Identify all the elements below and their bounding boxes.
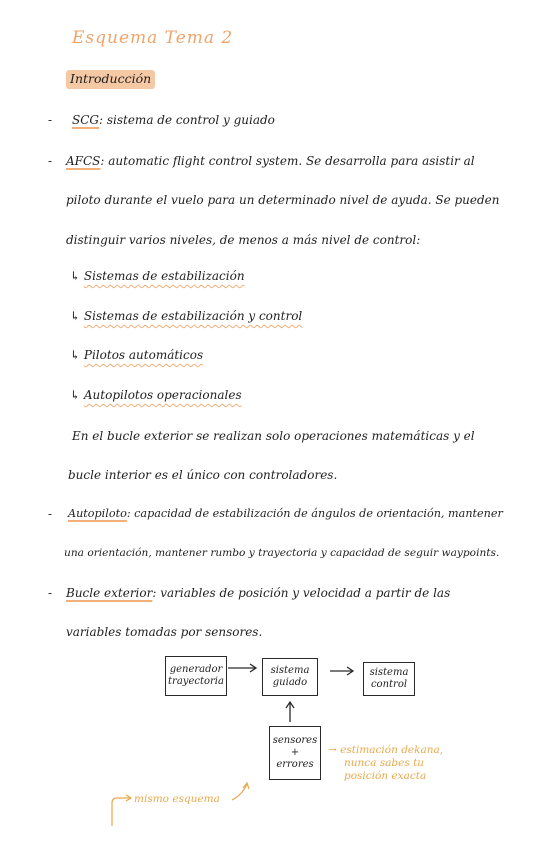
autopiloto-term: Autopiloto: [68, 507, 127, 520]
bucle-exterior-line-2: variables tomadas por sensores.: [66, 625, 263, 639]
box-label: sistema: [270, 665, 310, 676]
autopiloto-line-2: una orientación, mantener rumbo y trayectoria y capacidad de seguir waypoints.: [64, 547, 500, 559]
level-label: Pilotos automáticos: [83, 348, 204, 362]
bullet-dash: -: [48, 154, 53, 168]
box-label: control: [370, 679, 408, 690]
afcs-text-1: : automatic flight control system. Se desarrolla para asistir al: [100, 154, 475, 168]
afcs-line-3: distinguir varios niveles, de menos a más nivel de control:: [66, 233, 421, 247]
level-label: Autopilotos operacionales: [83, 388, 242, 402]
box-label: guiado: [272, 677, 308, 688]
loop-note-line-2: bucle interior es el único con controladores.: [68, 468, 338, 482]
scg-text: : sistema de control y guiado: [99, 113, 275, 127]
box-label: sensores: [272, 735, 318, 746]
note-line: posición exacta: [344, 770, 427, 782]
bucle-exterior-term: Bucle exterior: [66, 586, 153, 600]
position-estimate-note: [328, 744, 443, 783]
loop-note-line-1: En el bucle exterior se realizan solo operaciones matemáticas y el: [72, 429, 475, 443]
note-line: nunca sabes tu: [344, 757, 425, 769]
corner-arrow-icon: ↳: [70, 309, 81, 323]
bullet-dash: -: [48, 507, 53, 521]
autopiloto-text-1: : capacidad de estabilización de ángulos de orientación, mantener: [126, 507, 503, 520]
note-line: → estimación dekana,: [328, 744, 444, 756]
corner-arrow-icon: ↳: [70, 269, 81, 283]
box-label: sistema: [369, 667, 409, 678]
box-label: +: [290, 747, 300, 758]
box-label: trayectoria: [168, 676, 224, 687]
box-label: generador: [169, 664, 223, 675]
box-label: errores: [276, 759, 314, 770]
intro-heading: Introducción: [66, 70, 155, 89]
level-label: Sistemas de estabilización: [83, 269, 245, 283]
level-label: Sistemas de estabilización y control: [83, 309, 303, 323]
page-title: Esquema Tema 2: [72, 28, 234, 48]
afcs-line-2: piloto durante el vuelo para un determinado nivel de ayuda. Se pueden: [66, 193, 500, 207]
bullet-dash: -: [48, 113, 53, 127]
same-scheme-note: mismo esquema: [134, 793, 220, 805]
afcs-term: AFCS: [66, 154, 101, 168]
corner-arrow-icon: ↳: [70, 388, 81, 402]
same-scheme-bracket: [112, 798, 130, 826]
corner-arrow-icon: ↳: [70, 348, 81, 362]
bucle-exterior-text-1: : variables de posición y velocidad a partir de las: [152, 586, 451, 600]
scg-term: SCG: [72, 113, 99, 127]
bullet-dash: -: [48, 586, 53, 600]
